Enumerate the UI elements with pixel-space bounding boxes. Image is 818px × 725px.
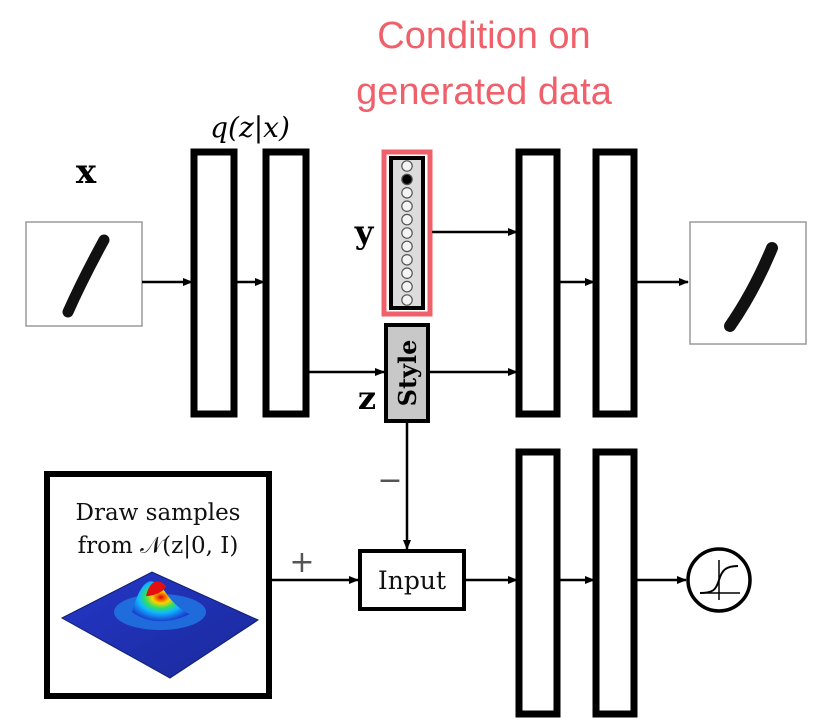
onehot-unit (402, 161, 412, 171)
decoder-layer-2 (596, 152, 634, 414)
discriminator-layer-1 (519, 452, 557, 714)
y-label: y (354, 213, 374, 251)
prior-text-line-2: from 𝒩(z|0, I) (77, 533, 239, 559)
title-line-1: Condition on (377, 15, 591, 57)
style-label: Style (393, 339, 422, 407)
encoder-layer-2 (266, 152, 306, 414)
onehot-unit (402, 228, 412, 238)
onehot-unit (402, 255, 412, 265)
onehot-unit-active (402, 174, 412, 184)
x-label: x (75, 152, 97, 192)
onehot-unit (402, 295, 412, 305)
encoder-layer-1 (194, 152, 234, 414)
sigmoid-icon (688, 549, 750, 611)
title-line-2: generated data (356, 71, 612, 113)
prior-text-line-1: Draw samples (75, 500, 241, 526)
onehot-unit (402, 281, 412, 291)
onehot-unit (402, 214, 412, 224)
y-onehot-vector (384, 152, 430, 314)
onehot-unit (402, 188, 412, 198)
minus-sign: − (377, 463, 403, 498)
plus-sign: + (289, 545, 315, 580)
onehot-unit (402, 201, 412, 211)
encoder-label: q(z|x) (210, 111, 290, 144)
input-digit-image (26, 222, 142, 326)
input-label: Input (377, 566, 447, 595)
onehot-unit (402, 268, 412, 278)
onehot-unit (402, 241, 412, 251)
discriminator-layer-2 (596, 452, 634, 714)
decoder-layer-1 (519, 152, 557, 414)
z-label: z (357, 379, 377, 417)
output-digit-image (690, 222, 806, 344)
